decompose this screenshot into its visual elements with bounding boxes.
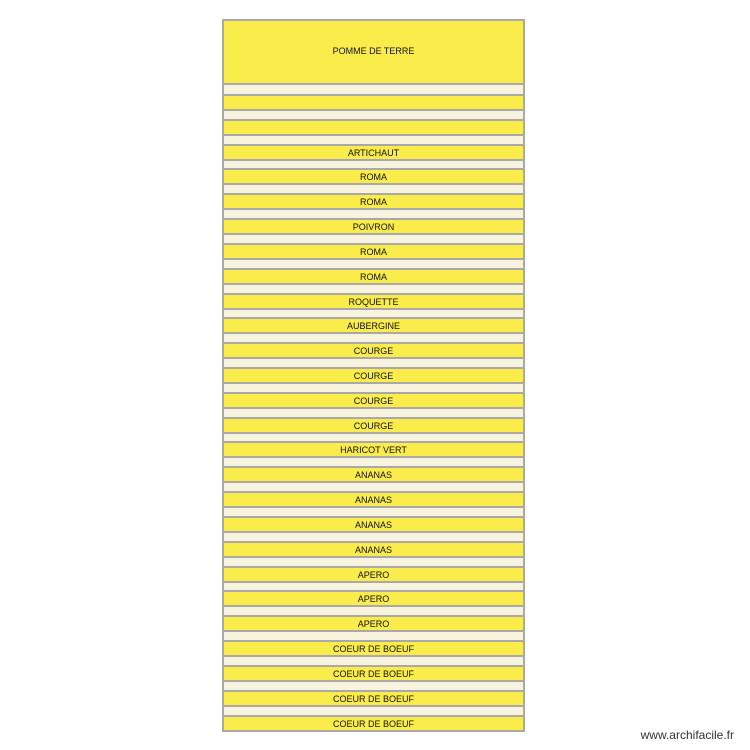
bed-row[interactable]: COURGE [222, 417, 525, 434]
path-strip [222, 409, 525, 417]
path-strip [222, 384, 525, 392]
path-strip [222, 607, 525, 615]
bed-row[interactable]: HARICOT VERT [222, 441, 525, 458]
path-strip [222, 508, 525, 516]
bed-row[interactable]: COEUR DE BOEUF [222, 715, 525, 732]
path-strip [222, 682, 525, 690]
garden-plan [222, 19, 529, 731]
bed-row[interactable]: ROMA [222, 268, 525, 285]
bed-row[interactable]: APERO [222, 615, 525, 632]
bed-row[interactable]: APERO [222, 590, 525, 607]
path-strip [222, 434, 525, 441]
bed-row[interactable]: COEUR DE BOEUF [222, 665, 525, 682]
path-strip [222, 85, 525, 94]
path-strip [222, 260, 525, 268]
bed-row[interactable]: ANANAS [222, 541, 525, 558]
bed-row[interactable]: ARTICHAUT [222, 144, 525, 161]
path-strip [222, 161, 525, 168]
bed-row[interactable] [222, 119, 525, 136]
path-strip [222, 310, 525, 317]
path-strip [222, 483, 525, 491]
path-strip [222, 334, 525, 342]
path-strip [222, 111, 525, 119]
bed-row[interactable]: ROMA [222, 243, 525, 260]
bed-row[interactable]: ROMA [222, 193, 525, 210]
bed-row[interactable]: COURGE [222, 342, 525, 359]
path-strip [222, 359, 525, 367]
bed-row[interactable]: ANANAS [222, 516, 525, 533]
path-strip [222, 235, 525, 243]
bed-row[interactable]: COURGE [222, 367, 525, 384]
path-strip [222, 185, 525, 193]
path-strip [222, 136, 525, 144]
path-strip [222, 583, 525, 590]
bed-row[interactable]: ROMA [222, 168, 525, 185]
bed-row[interactable]: COEUR DE BOEUF [222, 640, 525, 657]
bed-row[interactable]: ANANAS [222, 491, 525, 508]
path-strip [222, 285, 525, 293]
bed-row[interactable]: ROQUETTE [222, 293, 525, 310]
path-strip [222, 632, 525, 640]
path-strip [222, 707, 525, 715]
path-strip [222, 558, 525, 566]
path-strip [222, 210, 525, 218]
bed-row[interactable]: COURGE [222, 392, 525, 409]
bed-row[interactable]: APERO [222, 566, 525, 583]
bed-row[interactable]: COEUR DE BOEUF [222, 690, 525, 707]
bed-main[interactable]: POMME DE TERRE [222, 19, 525, 85]
path-strip [222, 533, 525, 541]
bed-row[interactable]: AUBERGINE [222, 317, 525, 334]
watermark: www.archifacile.fr [640, 728, 734, 742]
path-strip [222, 657, 525, 665]
bed-row[interactable] [222, 94, 525, 111]
bed-row[interactable]: ANANAS [222, 466, 525, 483]
bed-row[interactable]: POIVRON [222, 218, 525, 235]
path-strip [222, 458, 525, 466]
